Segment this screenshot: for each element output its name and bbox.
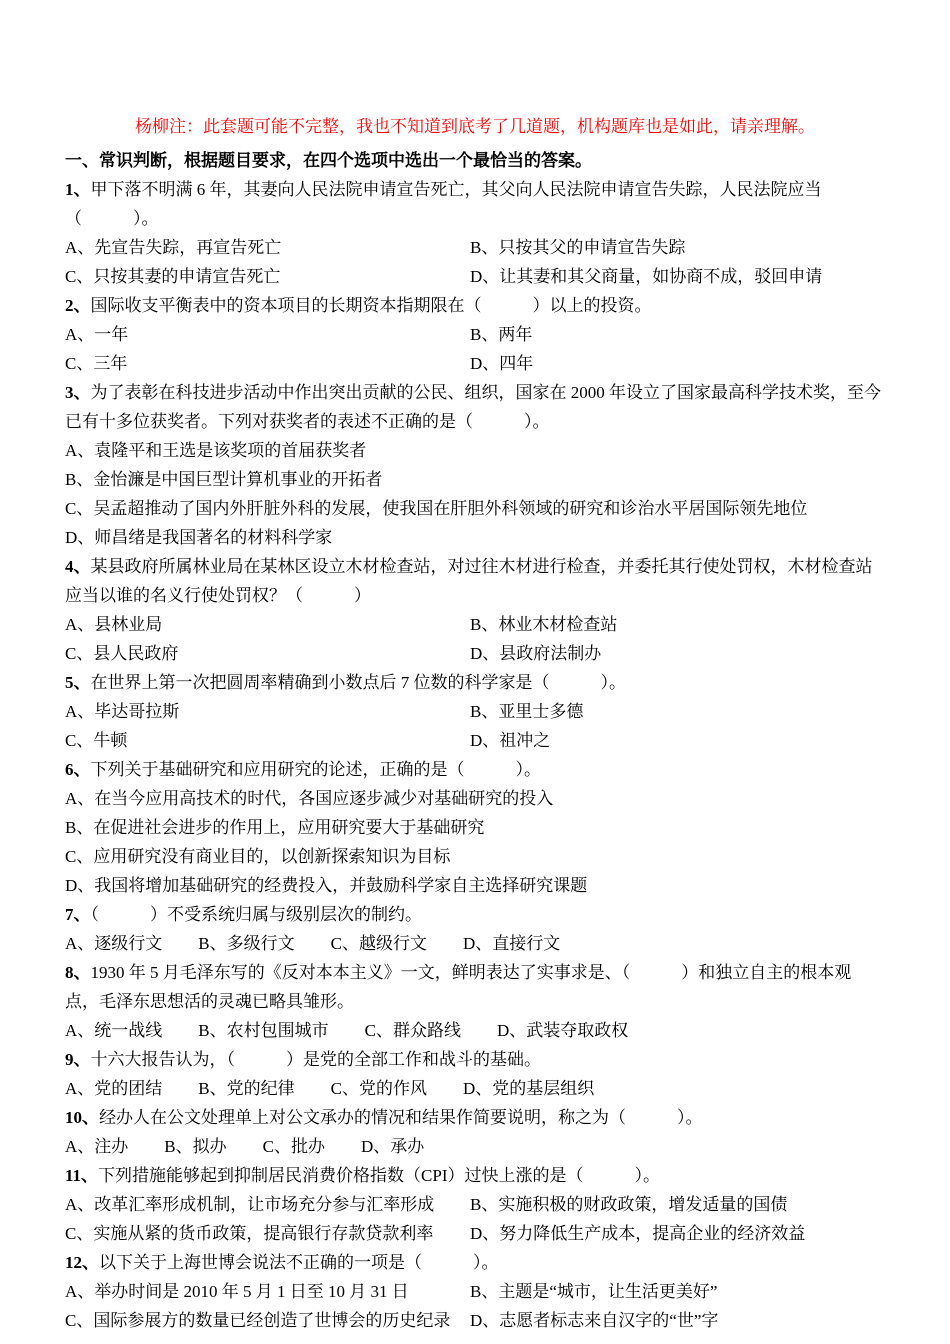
- option: C、实施从紧的货币政策，提高银行存款贷款利率: [65, 1224, 434, 1243]
- option: A、在当今应用高技术的时代，各国应逐步减少对基础研究的投入: [65, 789, 554, 808]
- option-row: [65, 639, 885, 668]
- question-body: 下列措施能够起到抑制居民消费价格指数（CPI）过快上涨的是（ ）。: [98, 1166, 661, 1185]
- option: A、统一战线: [65, 1021, 163, 1040]
- question: [65, 755, 885, 900]
- question-body: 经办人在公文处理单上对公文承办的情况和结果作简要说明，称之为（ ）。: [99, 1108, 703, 1127]
- option: A、举办时间是 2010 年 5 月 1 日至 10 月 31 日: [65, 1282, 409, 1301]
- question: [65, 1248, 885, 1335]
- question-body: 某县政府所属林业局在某林区设立木材检查站，对过往木材进行检查，并委托其行使处罚权，木材检查站应当以谁的名义行使处罚权？（ ）: [65, 557, 873, 605]
- question-list: [65, 175, 885, 1335]
- question-number: 7、: [65, 905, 91, 924]
- option-row-inline: [65, 1074, 885, 1103]
- option: D、我国将增加基础研究的经费投入，并鼓励科学家自主选择研究课题: [65, 876, 588, 895]
- question-text: [65, 1161, 885, 1190]
- option: C、吴孟超推动了国内外肝脏外科的发展，使我国在肝胆外科领域的研究和诊治水平居国际领先地位: [65, 499, 808, 518]
- question-body: 国际收支平衡表中的资本项目的长期资本指期限在（ ）以上的投资。: [90, 296, 652, 315]
- option-row-inline: [65, 1016, 885, 1045]
- author-note: 杨柳注：此套题可能不完整，我也不知道到底考了几道题，机构题库也是如此，请亲理解。: [135, 117, 815, 136]
- option: D、四年: [470, 354, 534, 373]
- option: A、先宣告失踪，再宣告死亡: [65, 238, 282, 257]
- question: [65, 175, 885, 291]
- question-body: 在世界上第一次把圆周率精确到小数点后 7 位数的科学家是（ ）。: [90, 673, 626, 692]
- option: A、注办: [65, 1137, 129, 1156]
- option: C、应用研究没有商业目的，以创新探索知识为目标: [65, 847, 451, 866]
- question-number: 3、: [65, 383, 91, 402]
- option: A、毕达哥拉斯: [65, 702, 180, 721]
- question: [65, 900, 885, 958]
- question-text: [65, 900, 885, 929]
- option-row: [65, 610, 885, 639]
- question-body: 1930 年 5 月毛泽东写的《反对本本主义》一文，鲜明表达了实事求是、（ ）和独立自主的根本观点，毛泽东思想活的灵魂已略具雏形。: [65, 963, 852, 1011]
- question: [65, 958, 885, 1045]
- question-text: [65, 291, 885, 320]
- option: C、牛顿: [65, 731, 128, 750]
- question-number: 6、: [65, 760, 91, 779]
- option-row-inline: [65, 1132, 885, 1161]
- option: C、国际参展方的数量已经创造了世博会的历史纪录: [65, 1311, 451, 1330]
- option: D、师昌绪是我国著名的材料科学家: [65, 528, 333, 547]
- question-text: [65, 755, 885, 784]
- option: B、在促进社会进步的作用上，应用研究要大于基础研究: [65, 818, 485, 837]
- question-number: 2、: [65, 296, 91, 315]
- option-row: [65, 262, 885, 291]
- question-body: （ ）不受系统归属与级别层次的制约。: [90, 905, 422, 924]
- option-row-inline: [65, 929, 885, 958]
- question-text: [65, 175, 885, 233]
- option: A、党的团结: [65, 1079, 163, 1098]
- option: A、袁隆平和王选是该奖项的首届获奖者: [65, 441, 367, 460]
- question: [65, 668, 885, 755]
- question-text: [65, 378, 885, 436]
- option: D、直接行文: [462, 934, 561, 953]
- option: B、金怡濂是中国巨型计算机事业的开拓者: [65, 470, 383, 489]
- option: D、让其妻和其父商量，如协商不成，驳回申请: [470, 267, 823, 286]
- question-text: [65, 552, 885, 610]
- question-text: [65, 1103, 885, 1132]
- option-row: [65, 726, 885, 755]
- option: C、越级行文: [330, 934, 427, 953]
- question-body: 以下关于上海世博会说法不正确的一项是（ ）。: [99, 1253, 499, 1272]
- option: D、努力降低生产成本，提高企业的经济效益: [470, 1224, 806, 1243]
- option: C、党的作风: [330, 1079, 427, 1098]
- option: B、亚里士多德: [470, 702, 584, 721]
- option-row: [65, 1306, 885, 1335]
- option: A、逐级行文: [65, 934, 163, 953]
- option: C、县人民政府: [65, 644, 179, 663]
- option: C、只按其妻的申请宣告死亡: [65, 267, 281, 286]
- option-row: [65, 697, 885, 726]
- question-number: 8、: [65, 963, 91, 982]
- question-number: 10、: [65, 1108, 99, 1127]
- option-row: [65, 320, 885, 349]
- question-text: [65, 668, 885, 697]
- option: B、只按其父的申请宣告失踪: [470, 238, 686, 257]
- option: B、农村包围城市: [198, 1021, 329, 1040]
- question-text: [65, 1045, 885, 1074]
- option: B、党的纪律: [198, 1079, 295, 1098]
- question-number: 4、: [65, 557, 91, 576]
- option: B、多级行文: [198, 934, 295, 953]
- question: [65, 1103, 885, 1161]
- question-number: 9、: [65, 1050, 91, 1069]
- option: B、实施积极的财政政策，增发适量的国债: [470, 1195, 788, 1214]
- option: D、武装夺取政权: [496, 1021, 629, 1040]
- option: C、三年: [65, 354, 128, 373]
- question: [65, 1161, 885, 1248]
- question-number: 5、: [65, 673, 91, 692]
- option-row: [65, 1190, 885, 1219]
- option: B、拟办: [164, 1137, 227, 1156]
- question-body: 十六大报告认为，（ ）是党的全部工作和战斗的基础。: [90, 1050, 541, 1069]
- option: C、群众路线: [364, 1021, 461, 1040]
- option: A、一年: [65, 325, 129, 344]
- question-body: 甲下落不明满 6 年，其妻向人民法院申请宣告死亡，其父向人民法院申请宣告失踪，人民法院应当（ ）。: [65, 180, 822, 228]
- question: [65, 552, 885, 668]
- question: [65, 291, 885, 378]
- question-text: [65, 1248, 885, 1277]
- option-row: [65, 233, 885, 262]
- question-text: [65, 958, 885, 1016]
- question-number: 1、: [65, 180, 91, 199]
- question: [65, 1045, 885, 1103]
- option: C、批办: [262, 1137, 325, 1156]
- option-row: [65, 1277, 885, 1306]
- option: B、林业木材检查站: [470, 615, 618, 634]
- option: D、县政府法制办: [470, 644, 602, 663]
- option-row: [65, 349, 885, 378]
- question-body: 为了表彰在科技进步活动中作出突出贡献的公民、组织，国家在 2000 年设立了国家最高科学技术奖，至今已有十多位获奖者。下列对获奖者的表述不正确的是（ ）。: [65, 383, 881, 431]
- option: A、县林业局: [65, 615, 163, 634]
- question: [65, 378, 885, 552]
- option: B、两年: [470, 325, 533, 344]
- option: D、祖冲之: [470, 731, 551, 750]
- section-title: 一、常识判断，根据题目要求，在四个选项中选出一个最恰当的答案。: [65, 151, 592, 170]
- question-number: 12、: [65, 1253, 99, 1272]
- option: B、主题是“城市，让生活更美好”: [470, 1282, 718, 1301]
- option: D、志愿者标志来自汉字的“世”字: [470, 1311, 719, 1330]
- option: D、承办: [360, 1137, 425, 1156]
- option-row: [65, 1219, 885, 1248]
- option: A、改革汇率形成机制，让市场充分参与汇率形成: [65, 1195, 435, 1214]
- question-body: 下列关于基础研究和应用研究的论述，正确的是（ ）。: [90, 760, 541, 779]
- option: D、党的基层组织: [462, 1079, 595, 1098]
- question-number: 11、: [65, 1166, 99, 1185]
